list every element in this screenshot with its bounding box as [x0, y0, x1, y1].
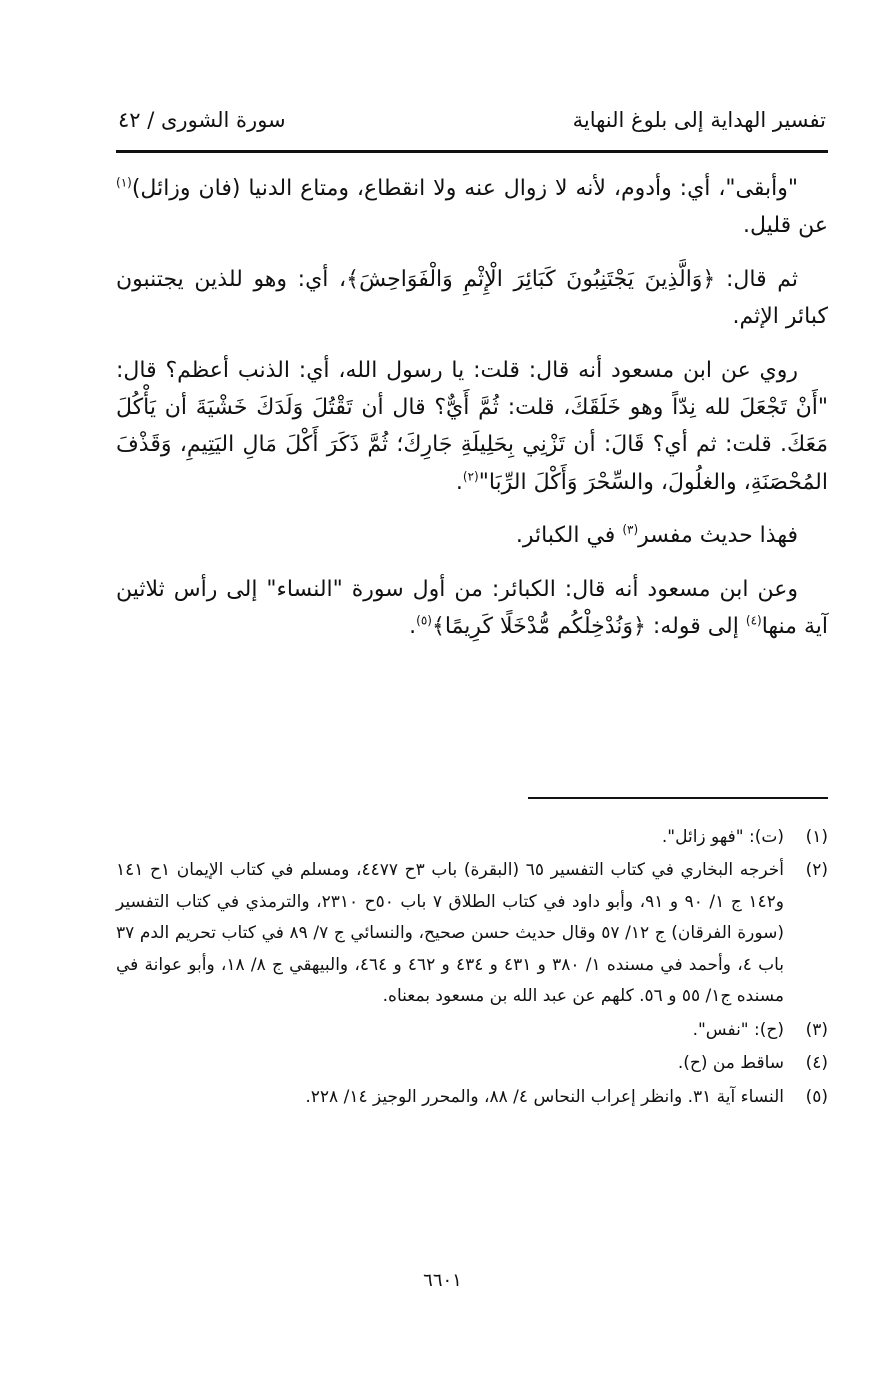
footnote-ref-4: (٤): [745, 613, 762, 628]
footnote-ref-2: (٢): [462, 469, 479, 484]
paragraph-4-tail: في الكبائر.: [515, 523, 623, 549]
main-text: [116, 170, 828, 661]
paragraph-4: [116, 517, 828, 554]
footnote-number: (٥): [805, 1086, 828, 1107]
footnote-ref-1: (١): [116, 175, 132, 190]
footnote-text: أخرجه البخاري في كتاب التفسير ٦٥ (البقرة) باب ٣ح ٤٤٧٧، ومسلم في كتاب الإيمان ١ح ١٤١ و١٤٢ ج ١/ ٩٠ و ٩١، وأبو داود في كتاب الطلاق ٧ باب ٥٠ح ٢٣١٠، والترمذي في كتاب التفسير (سورة الفرقان) ج ١٢/ ٥٧ وقال حديث حسن صحيح، والنسائي ج ٧/ ٨٩ في كتاب تحريم الدم ٣٧ باب ٤، وأحمد في مسنده ١/ ٣٨٠ و ٤٣١ و ٤٣٤ و ٤٦٢ و ٤٦٤، والبيهقي ج ٨/ ١٨، وأبو عوانة في مسنده ج١/ ٥٥ و ٥٦. كلهم عن عبد الله بن مسعود بمعناه.: [116, 860, 784, 1007]
paragraph-4-lead: فهذا حديث مفسر: [638, 523, 798, 549]
paragraph-2-tail: ، أي: وهو للذين يجتنبون كبائر الإثم.: [116, 266, 828, 330]
footnote-text: ساقط من (ح).: [677, 1053, 784, 1074]
paragraph-2: [116, 261, 828, 336]
paragraph-3-text: روي عن ابن مسعود أنه قال: قلت: يا رسول الله، أي: الذنب أعظم؟ قال: "أَنْ تَجْعَلَ لله نِدّاً وهو خَلَقَكَ، قلت: ثُمَّ أَيٌّ؟ قال أن تَقْتُلَ وَلَدَكَ خَشْيَةَ أن يَأْكُلَ مَعَكَ. قلت: ثم أي؟ قَالَ: أن تَزْنِي بِحَلِيلَةِ جَارِكَ؛ ثُمَّ ذَكَرَ أَكْلَ مَالِ اليَتِيمِ، وَقَذْفَ المُحْصَنَةِ، والغلُولَ، والسِّحْرَ وَأَكْلَ الرِّبَا": [116, 357, 828, 495]
paragraph-1-tail: عن قليل.: [743, 213, 828, 239]
footnote-text: النساء آية ٣١. وانظر إعراب النحاس ٤/ ٨٨، والمحرر الوجيز ١٤/ ٢٢٨.: [305, 1086, 784, 1107]
surah-label: سورة الشورى / ٤٢: [118, 108, 286, 132]
paragraph-3: [116, 352, 828, 502]
footnote-number: (١): [805, 827, 828, 847]
paragraph-5: [116, 571, 828, 646]
footnote-item: [116, 822, 828, 853]
book-title: تفسير الهداية إلى بلوغ النهاية: [572, 108, 826, 132]
footnote-number: (٣): [805, 1019, 828, 1040]
paragraph-1-text: "وأبقى"، أي: وأدوم، لأنه لا زوال عنه ولا انقطاع، ومتاع الدنيا (فان وزائل): [131, 176, 798, 201]
paragraph-5-lead: وعن ابن مسعود أنه قال: الكبائر: من أول سورة "النساء" إلى رأس ثلاثين آية منها: [116, 576, 828, 639]
paragraph-2-lead: ثم قال:: [715, 266, 798, 292]
footnote-ref-5: (٥): [416, 613, 432, 628]
header-divider: [116, 150, 828, 153]
quran-verse-2: ﴿وَنُدْخِلْكُم مُّدْخَلًا كَرِيمًا﴾: [431, 613, 646, 639]
paragraph-5-tail: .: [409, 613, 417, 639]
footnote-text: (ح): "نفس".: [692, 1019, 784, 1040]
footnote-item: [116, 1048, 828, 1079]
paragraph-1: [116, 170, 828, 245]
footnote-item: [116, 1015, 828, 1046]
paragraph-3-tail: .: [455, 469, 463, 495]
quran-verse-1: ﴿وَالَّذِينَ يَجْتَنِبُونَ كَبَائِرَ الْإِثْمِ وَالْفَوَاحِشَ﴾: [346, 266, 716, 292]
footnotes: [116, 822, 828, 1115]
footnote-item: [116, 1082, 828, 1113]
footnote-divider: [528, 797, 828, 799]
footnote-text: (ت): "فهو زائل".: [661, 827, 784, 847]
page-number: ٦٦٠١: [423, 1270, 462, 1291]
paragraph-5-middle: إلى قوله:: [645, 613, 746, 639]
footnote-item: [116, 855, 828, 1012]
running-header: [118, 108, 826, 148]
footnote-ref-3: (٣): [622, 522, 639, 537]
footnote-number: (٢): [805, 860, 828, 881]
footnote-number: (٤): [805, 1053, 828, 1074]
